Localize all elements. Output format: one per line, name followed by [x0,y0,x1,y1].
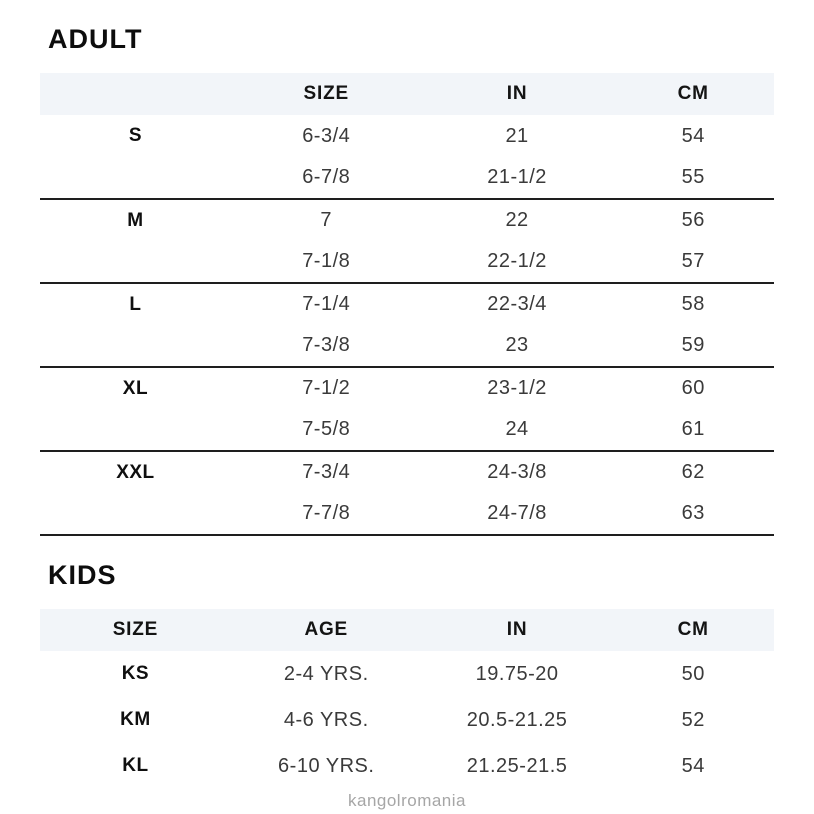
table-cell [40,493,231,535]
size-label-s: S [128,125,142,146]
table-cell: 56 [681,209,705,231]
table-cell: 54 [681,124,705,147]
table-cell: 23-1/2 [487,377,547,399]
table-cell: 21 [505,124,529,147]
table-cell: 22 [505,209,529,231]
table-row [40,697,774,743]
table-cell: 6-3/4 [302,124,351,147]
size-label-m: M [127,209,144,231]
size-label-ks: KS [121,663,150,684]
kids-section-title: KIDS [48,560,117,590]
table-cell [40,157,231,199]
table-cell: 7-1/4 [302,293,351,315]
table-cell: 7-1/2 [302,377,351,399]
size-label-xxl: XXL [116,461,155,483]
table-cell: 62 [681,461,705,483]
table-cell: 7-3/8 [231,325,422,367]
size-label-kl: KL [122,755,149,776]
table-cell: 50 [681,662,705,685]
table-cell: 23 [422,325,613,367]
table-cell: 58 [681,293,705,315]
table-row [40,451,774,493]
table-row [40,409,774,451]
table-cell [40,325,231,367]
table-cell: 22-3/4 [487,293,547,315]
table-row [40,157,774,199]
table-cell: 7-7/8 [231,493,422,535]
kids-col-header-size: SIZE [40,609,231,651]
table-row [40,241,774,283]
table-cell: 24-3/8 [487,461,547,483]
kids-table-header [40,609,774,651]
table-cell: 22-1/2 [422,241,613,283]
table-cell: 21.25-21.5 [466,754,568,777]
table-cell: 7-5/8 [231,409,422,451]
table-row [40,283,774,325]
table-cell: 2-4 YRS. [283,662,369,685]
table-cell: 7-3/4 [302,461,351,483]
table-row [40,743,774,789]
table-cell: 21-1/2 [422,157,613,199]
table-row [40,325,774,367]
table-row [40,199,774,241]
table-cell: 24 [422,409,613,451]
table-cell [40,409,231,451]
kids-col-header-age: AGE [231,609,422,651]
size-label-km: KM [120,709,151,730]
section-adult [40,24,774,536]
table-cell: 4-6 YRS. [283,708,369,731]
kids-col-header-cm: CM [612,609,774,651]
adult-col-header-size: SIZE [231,73,422,115]
size-label-l: L [129,293,142,315]
adult-section-title: ADULT [48,24,143,54]
table-cell [40,241,231,283]
table-cell: 63 [612,493,774,535]
table-row [40,651,774,697]
table-row [40,115,774,157]
size-label-xl: XL [122,377,149,399]
kids-size-table [40,609,774,789]
table-cell: 20.5-21.25 [466,708,568,731]
adult-size-table [40,73,774,536]
table-cell: 60 [681,377,705,399]
kids-col-header-in: IN [422,609,613,651]
table-cell: 7 [320,209,333,231]
kids-header-row [40,609,774,651]
table-cell: 61 [612,409,774,451]
adult-col-header-blank [40,73,231,115]
table-cell: 6-10 YRS. [278,754,375,777]
table-row [40,367,774,409]
section-kids [40,560,774,789]
table-row [40,493,774,535]
table-cell: 52 [681,708,705,731]
table-cell: 55 [612,157,774,199]
adult-header-row [40,73,774,115]
adult-col-header-in: IN [422,73,613,115]
table-cell: 6-7/8 [231,157,422,199]
table-cell: 59 [612,325,774,367]
table-cell: 54 [681,754,705,777]
table-cell: 19.75-20 [475,662,559,685]
adult-col-header-cm: CM [612,73,774,115]
brand-watermark: kangolromania [347,791,466,810]
table-cell: 7-1/8 [231,241,422,283]
table-cell: 24-7/8 [422,493,613,535]
table-cell: 57 [612,241,774,283]
adult-table-header [40,73,774,115]
